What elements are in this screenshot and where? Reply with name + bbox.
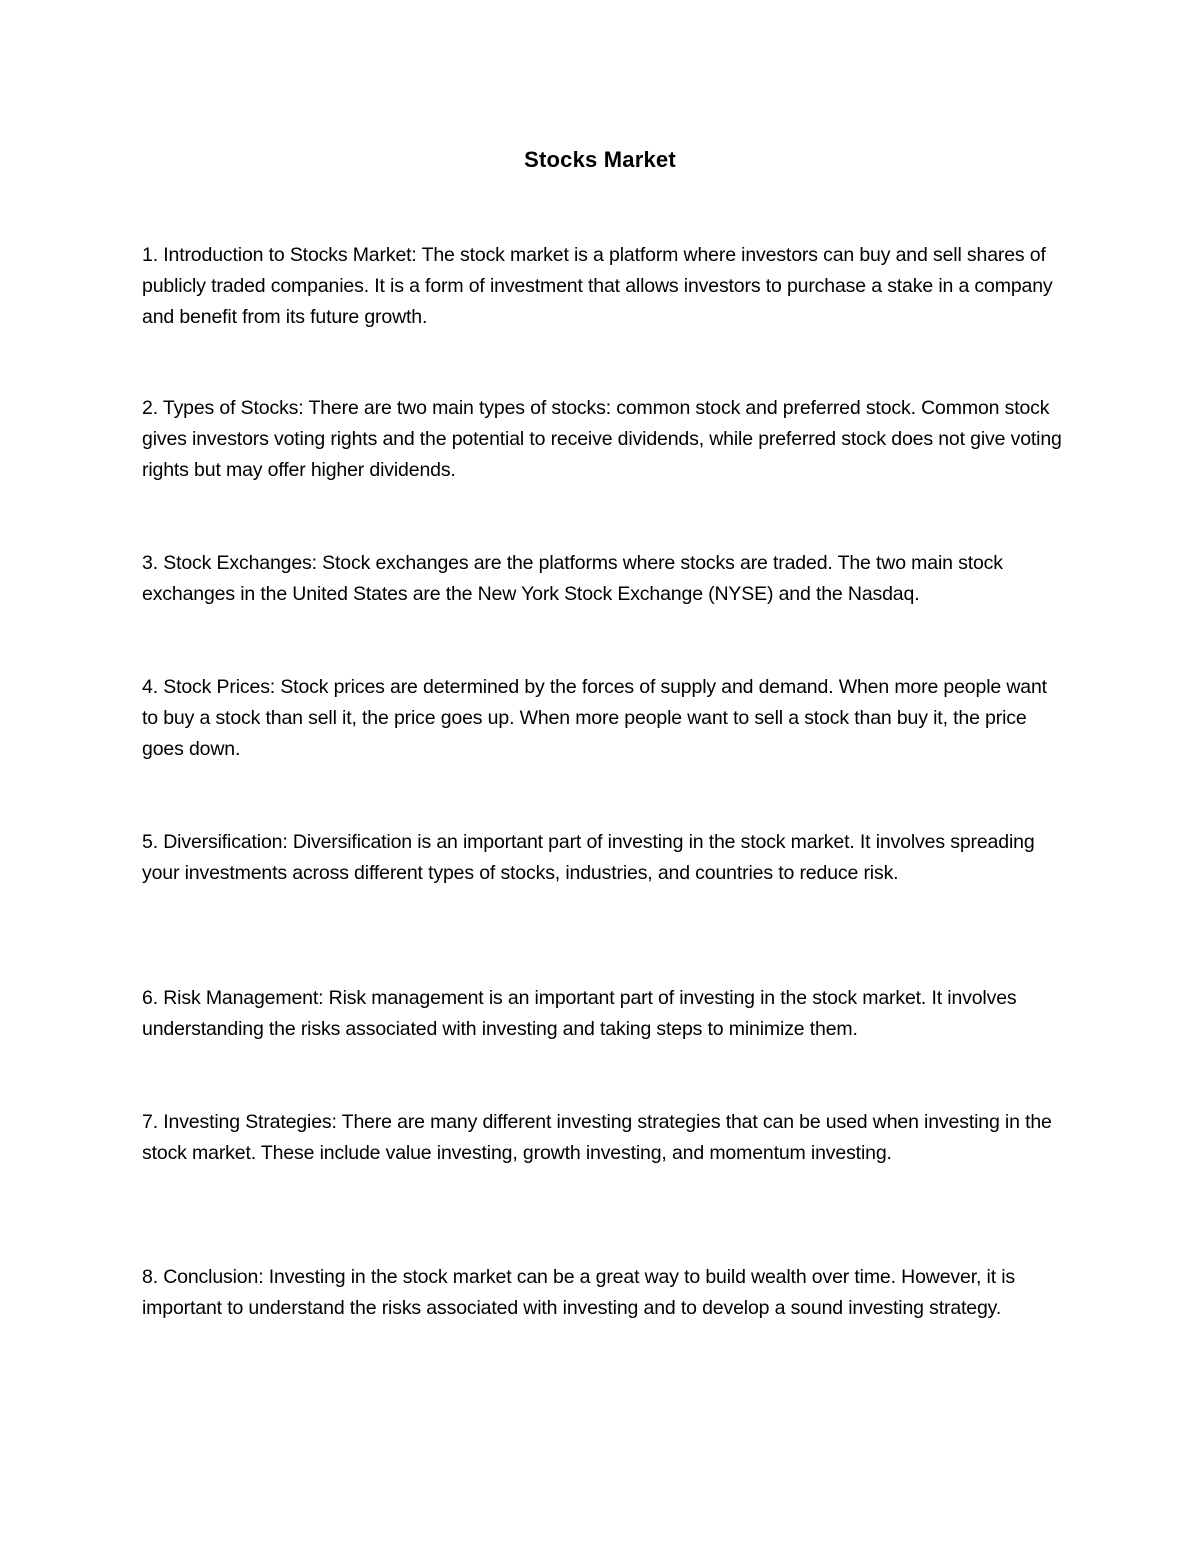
document-title: Stocks Market (524, 147, 676, 172)
section-types-of-stocks: 2. Types of Stocks: There are two main types of stocks: common stock and preferred stock. Common stock gives investors voting rights and the potential to receive dividends, while preferred stock does not give voting rights but may offer higher dividends. (142, 397, 1062, 481)
section-stock-prices: 4. Stock Prices: Stock prices are determined by the forces of supply and demand. When more people want to buy a stock than sell it, the price goes up. When more people want to sell a stock than buy it, the price goes down. (142, 676, 1047, 760)
section-investing-strategies: 7. Investing Strategies: There are many different investing strategies that can be used when investing in the stock market. These include value investing, growth investing, and momentum investing. (142, 1111, 1052, 1164)
section-conclusion: 8. Conclusion: Investing in the stock market can be a great way to build wealth over time. However, it is important to understand the risks associated with investing and to develop a sound investing strategy. (142, 1266, 1016, 1319)
section-risk-management: 6. Risk Management: Risk management is an important part of investing in the stock market. It involves understanding the risks associated with investing and taking steps to minimize them. (142, 987, 1017, 1040)
section-introduction: 1. Introduction to Stocks Market: The stock market is a platform where investors can buy and sell shares of publicly traded companies. It is a form of investment that allows investors to purchase a stake in a company and benefit from its future growth. (142, 244, 1053, 328)
section-stock-exchanges: 3. Stock Exchanges: Stock exchanges are the platforms where stocks are traded. The two main stock exchanges in the United States are the New York Stock Exchange (NYSE) and the Nasdaq. (142, 552, 1003, 605)
section-diversification: 5. Diversification: Diversification is an important part of investing in the stock market. It involves spreading your investments across different types of stocks, industries, and countries to reduce risk. (142, 831, 1035, 884)
